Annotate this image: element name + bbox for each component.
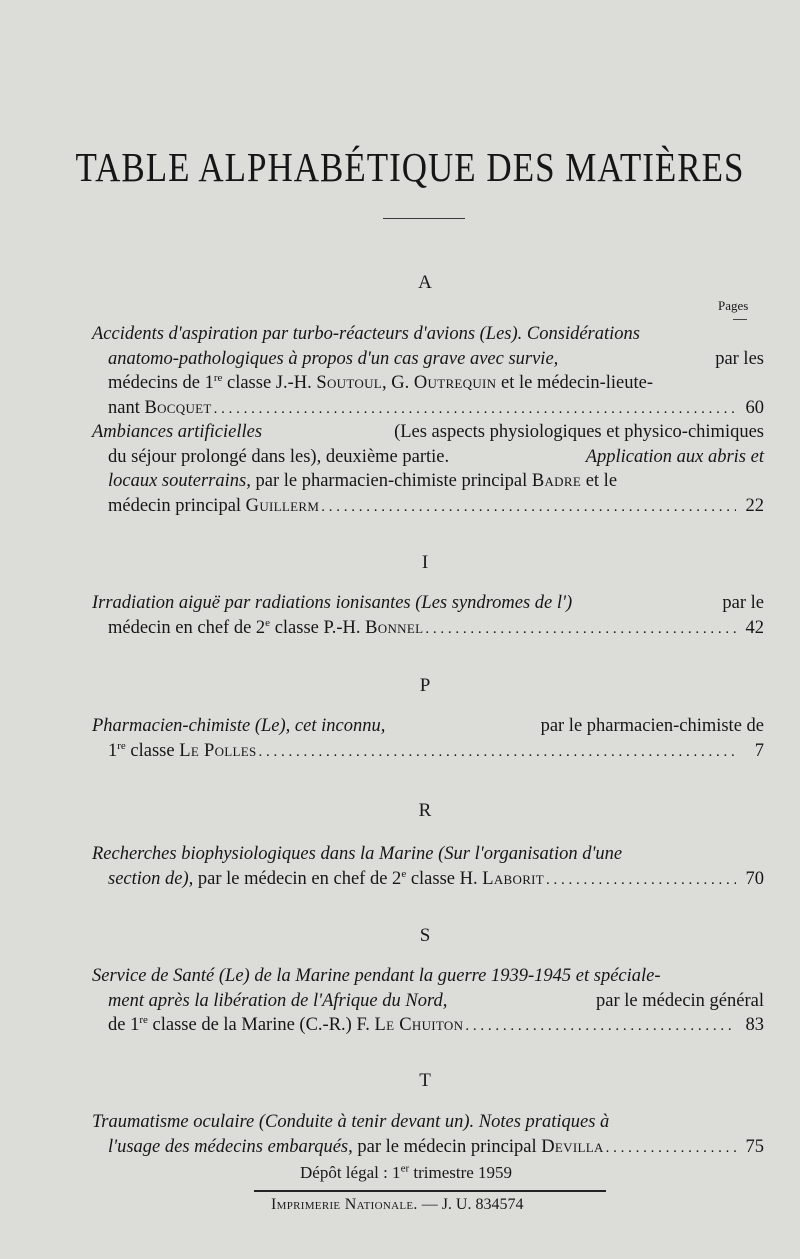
author-name: Laborit — [482, 868, 545, 889]
entry-title: Service de Santé (Le) de la Marine pendant la guerre 1939-1945 et spéciale- — [92, 966, 661, 986]
section-letter-p: P — [419, 675, 431, 696]
entry-text: médecin en chef de 2e classe P.-H. Bonnel — [108, 616, 424, 638]
entry-line — [92, 1135, 764, 1161]
print-reference: — J. U. 834574 — [421, 1196, 524, 1213]
entry-line — [92, 396, 764, 422]
entry-line — [92, 322, 764, 347]
dot-leader — [546, 868, 736, 893]
dot-leader — [259, 740, 736, 765]
entry-title: ment après la libération de l'Afrique du Nord, — [108, 990, 448, 1011]
pages-column-label: Pages — [718, 298, 749, 313]
entry-title: Traumatisme oculaire (Conduite à tenir devant un). Notes pratiques à — [92, 1112, 610, 1132]
author-name: Le Polles — [179, 740, 257, 761]
entry-text: (Les aspects physiologiques et physico-chimiques — [394, 422, 764, 442]
printer-imprint — [271, 1196, 523, 1214]
printer-name: Imprimerie Nationale. — [271, 1196, 418, 1213]
toc-entry-traumatisme — [92, 1110, 764, 1160]
author-name: Guillerm — [245, 495, 320, 516]
author-name: Bocquet — [144, 397, 212, 418]
page-number: 83 — [745, 1015, 764, 1035]
entry-line — [92, 616, 764, 642]
entry-title: Recherches biophysiologiques dans la Marine (Sur l'organisation d'une — [92, 844, 623, 864]
entry-line — [92, 964, 764, 989]
entry-text: 1re classe Le Polles — [108, 739, 257, 761]
entry-text: locaux souterrains, par le pharmacien-chimiste principal Badre et le — [108, 471, 618, 491]
entry-line — [92, 420, 764, 445]
entry-title: Irradiation aiguë par radiations ionisantes (Les syndromes de l') — [92, 593, 573, 613]
dot-leader — [321, 495, 736, 520]
entry-text: par le — [722, 593, 764, 613]
section-letter-a: A — [418, 272, 432, 293]
entry-line — [92, 591, 764, 616]
section-letter-s: S — [419, 925, 431, 946]
entry-line — [92, 1110, 764, 1135]
entry-line — [92, 867, 764, 893]
toc-entry-ambiances — [92, 420, 764, 519]
author-name: Le Chuiton — [374, 1015, 464, 1035]
author-name: Badre — [531, 471, 582, 491]
dot-leader — [465, 1014, 736, 1039]
entry-line — [92, 714, 764, 739]
dot-leader — [425, 617, 736, 642]
entry-line — [92, 989, 764, 1014]
entry-line — [92, 1013, 764, 1039]
page-number: 22 — [745, 495, 764, 516]
entry-title: Application aux abris et — [585, 446, 764, 467]
author-name: Soutoul — [316, 373, 382, 393]
pages-label-dash — [733, 319, 747, 320]
dot-leader — [214, 397, 736, 422]
page-number: 42 — [745, 617, 764, 638]
entry-text: par les — [715, 348, 764, 369]
entry-text: par le médecin général — [596, 990, 764, 1011]
author-name: Outrequin — [413, 373, 497, 393]
page-number: 70 — [745, 868, 764, 889]
entry-text: de 1re classe de la Marine (C.-R.) F. Le Chuiton — [108, 1013, 464, 1035]
section-letter-t: T — [419, 1070, 431, 1091]
entry-text: l'usage des médecins embarqués, par le médecin principal Devilla — [108, 1136, 604, 1157]
toc-entry-service — [92, 964, 764, 1039]
author-name: Devilla — [541, 1136, 604, 1157]
entry-title: anatomo-pathologiques à propos d'un cas grave avec survie, — [108, 348, 559, 369]
entry-text: nant Bocquet — [108, 397, 212, 418]
entry-text: médecins de 1re classe J.-H. Soutoul, G. Outrequin et le médecin-lieute- — [108, 371, 654, 393]
title-rule — [383, 218, 465, 219]
entry-line — [92, 347, 764, 372]
page-number: 60 — [745, 397, 764, 418]
toc-entry-pharmacien — [92, 714, 764, 764]
entry-text: section de), par le médecin en chef de 2e classe H. Laborit — [108, 867, 545, 889]
entry-line — [92, 842, 764, 867]
entry-line — [92, 445, 764, 470]
page-number: 7 — [754, 740, 764, 761]
footer-rule — [254, 1190, 606, 1192]
entry-title: Accidents d'aspiration par turbo-réacteurs d'avions (Les). Considérations — [92, 324, 640, 344]
legal-deposit-note: Dépôt légal : 1er trimestre 1959 — [300, 1162, 513, 1182]
entry-text: médecin principal Guillerm — [108, 495, 320, 516]
entry-text: du séjour prolongé dans les), deuxième partie. — [108, 446, 450, 467]
page-number: 75 — [745, 1136, 764, 1157]
entry-line — [92, 371, 764, 396]
toc-entry-recherches — [92, 842, 764, 892]
entry-text: par le pharmacien-chimiste de — [540, 716, 764, 736]
entry-line — [92, 469, 764, 494]
toc-entry-irradiation — [92, 591, 764, 641]
dot-leader — [606, 1136, 736, 1161]
section-letter-i: I — [421, 552, 429, 573]
entry-line — [92, 739, 764, 765]
author-name: Bonnel — [365, 617, 424, 638]
entry-line — [92, 494, 764, 520]
entry-title: Pharmacien-chimiste (Le), cet inconnu, — [92, 716, 386, 736]
entry-title: Ambiances artificielles — [92, 422, 263, 442]
section-letter-r: R — [418, 800, 432, 821]
toc-entry-accidents — [92, 322, 764, 421]
page-title: TABLE ALPHABÉTIQUE DES MATIÈRES — [75, 144, 745, 191]
